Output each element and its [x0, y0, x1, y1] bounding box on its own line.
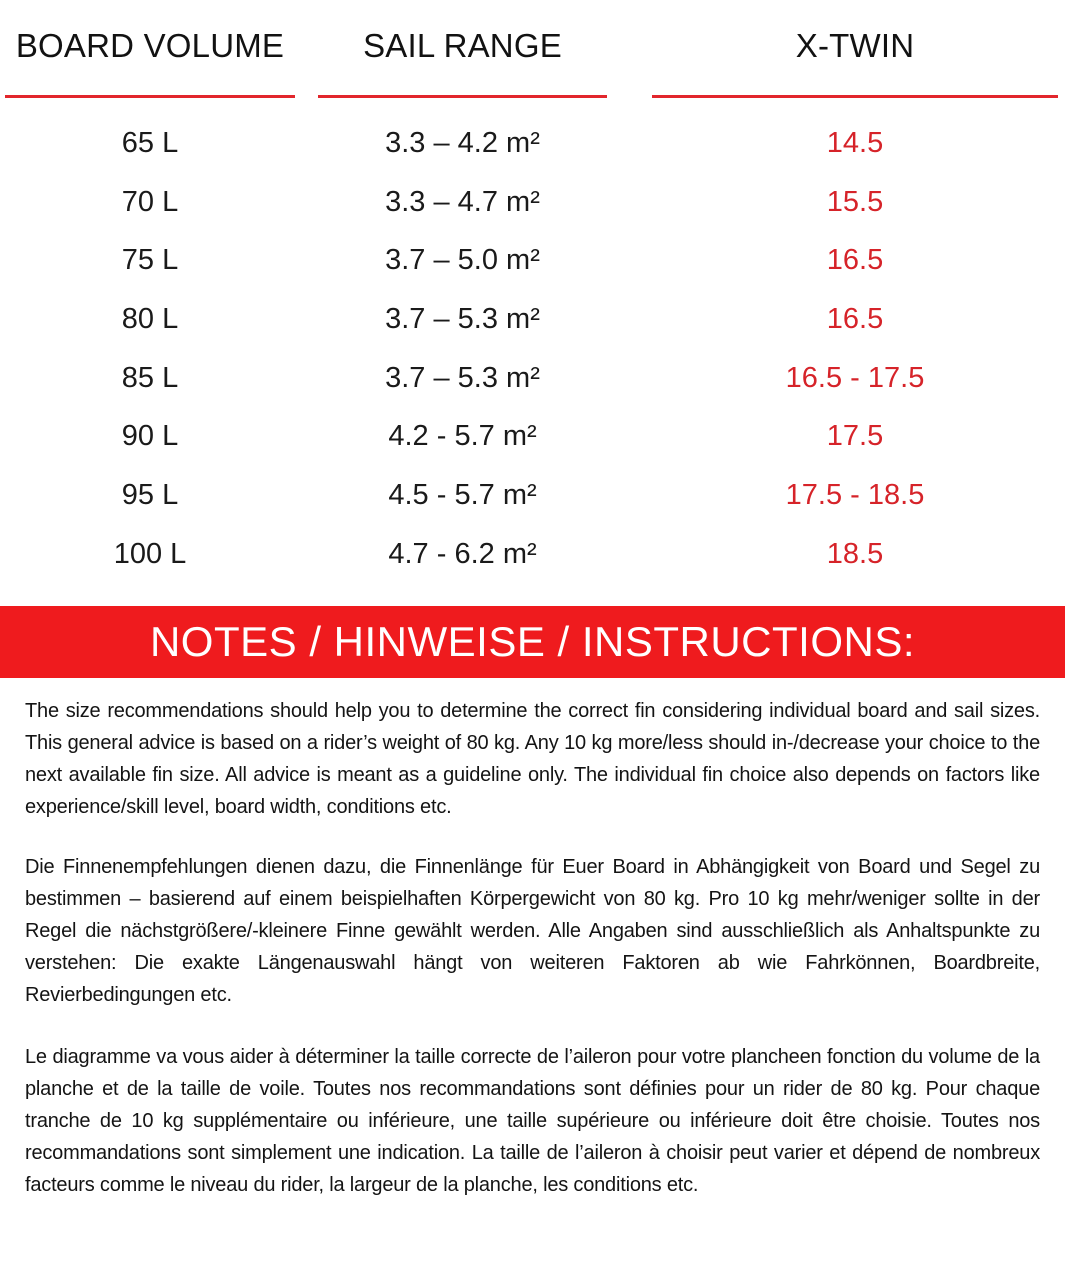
sail-range-cell: 3.3 – 4.7 m² [385, 185, 540, 218]
note-german: Die Finnenempfehlungen dienen dazu, die Finnenlänge für Euer Board in Abhängigkeit von Board und Segel zu bestimmen – basierend auf einem beispielhaften Körpergewicht von 80 kg. Pro 10 kg mehr/weniger sollte in der Regel die nächstgrößere/-kleinere Finne gewählt werden. Alle Angaben sind ausschließlich als Anhaltspunkte zu verstehen: Die exakte Längenauswahl hängt von weiteren Faktoren ab wie Fahrkönnen, Boardbreite, Revierbedingungen etc. [25, 855, 1040, 1006]
fin-size-cell: 15.5 [826, 185, 884, 218]
fin-size-cell: 16.5 [826, 302, 884, 335]
table-row [0, 231, 1065, 290]
table-row [0, 173, 1065, 232]
sail-range-cell: 3.7 – 5.0 m² [385, 244, 540, 277]
col-header-board-volume: BOARD VOLUME [15, 27, 285, 64]
header-underline [652, 95, 1058, 98]
fin-size-cell: 17.5 - 18.5 [785, 478, 925, 511]
sail-range-cell: 3.7 – 5.3 m² [385, 302, 540, 335]
fin-size-cell: 16.5 [826, 244, 884, 277]
board-volume-cell: 80 L [121, 302, 179, 335]
note-french: Le diagramme va vous aider à déterminer la taille correcte de l’aileron pour votre plancheen fonction du volume de la planche et de la taille de voile. Toutes nos recommandations sont définies pour un rider de 80 kg. Pour chaque tranche de 10 kg supplémentaire ou inférieure, une taille supérieure ou inférieure doit être choisie. Toutes nos recommandations sont simplement une indication. La taille de l’aileron à choisir peut varier et dépend de nombreux facteurs comme le niveau du rider, la largeur de la planche, les conditions etc. [25, 1045, 1040, 1196]
table-body [0, 114, 1065, 584]
header-underline-row [0, 95, 1065, 98]
table-header-row [0, 0, 1065, 66]
sail-range-cell: 4.7 - 6.2 m² [388, 537, 537, 570]
sail-range-cell: 3.7 – 5.3 m² [385, 361, 540, 394]
col-header-sail-range: SAIL RANGE [363, 27, 562, 64]
board-volume-cell: 65 L [121, 126, 179, 159]
sail-range-cell: 4.5 - 5.7 m² [388, 478, 537, 511]
note-english: The size recommendations should help you to determine the correct fin considering individual board and sail sizes. This general advice is based on a rider’s weight of 80 kg. Any 10 kg more/less should in-/decrease your choice to the next available fin size. All advice is meant as a guideline only. The individual fin choice also depends on factors like experience/skill level, board width, conditions etc. [25, 699, 1040, 818]
table-row [0, 525, 1065, 584]
table-row [0, 407, 1065, 466]
notes-banner-title: NOTES / HINWEISE / INSTRUCTIONS: [149, 617, 916, 665]
board-volume-cell: 75 L [121, 244, 179, 277]
fin-size-cell: 18.5 [826, 537, 884, 570]
col-header-x-twin: X-TWIN [795, 27, 915, 64]
table-row [0, 290, 1065, 349]
board-volume-cell: 85 L [121, 361, 179, 394]
sail-range-cell: 4.2 - 5.7 m² [388, 420, 537, 453]
fin-size-cell: 16.5 - 17.5 [785, 361, 925, 394]
sail-range-cell: 3.3 – 4.2 m² [385, 126, 540, 159]
table-row [0, 114, 1065, 173]
table-row [0, 466, 1065, 525]
fin-size-cell: 14.5 [826, 126, 884, 159]
fin-size-cell: 17.5 [826, 420, 884, 453]
notes-banner [0, 606, 1065, 678]
board-volume-cell: 70 L [121, 185, 179, 218]
board-volume-cell: 100 L [113, 537, 187, 570]
board-volume-cell: 95 L [121, 478, 179, 511]
board-volume-cell: 90 L [121, 420, 179, 453]
header-underline [318, 95, 607, 98]
header-underline [5, 95, 295, 98]
table-row [0, 349, 1065, 408]
notes-section [0, 695, 1065, 1201]
